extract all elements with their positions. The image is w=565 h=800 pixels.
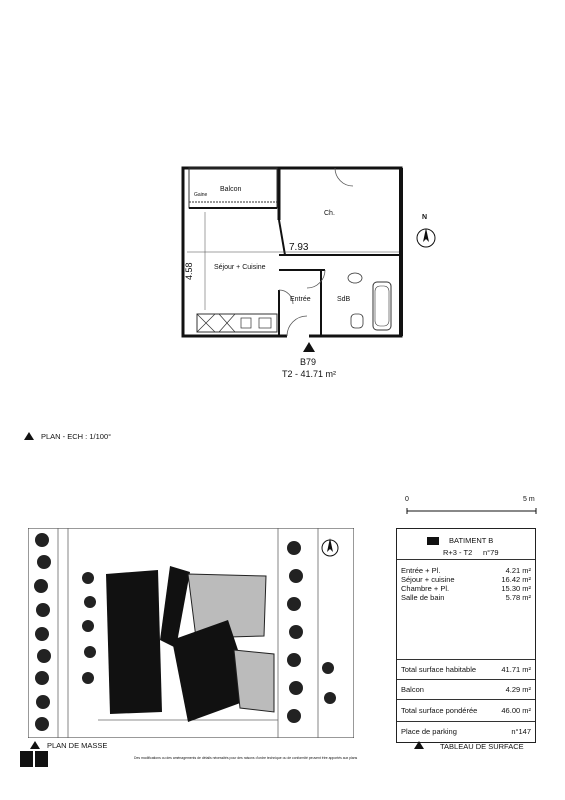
room-name-2: Séjour + cuisine [401,575,455,584]
room-area-1: 4.21 m² [505,566,531,575]
masse-label: PLAN DE MASSE [47,741,108,750]
unit-code: B79 [300,357,317,367]
room-sdb-label: SdB [337,296,351,303]
room-gaine-label: Gaine [194,192,208,198]
site-plan [28,528,354,738]
masse-arrow-icon [30,741,40,749]
unit-number: n°79 [483,548,499,557]
room-area-2: 16.42 m² [501,575,531,584]
room-area-3: 15.30 m² [501,584,531,593]
total-ponderee-label: Total surface pondérée [401,706,478,715]
rooms-block [397,559,535,660]
total-habitable-row [397,659,535,680]
plan-scale-label: PLAN - ECH : 1/100° [41,432,112,441]
room-name-3: Chambre + Pl. [401,584,450,593]
total-ponderee-value: 46.00 m² [501,706,531,715]
room-name-1: Entrée + Pl. [401,566,441,575]
room-area-4: 5.78 m² [505,593,531,602]
balcon-label: Balcon [401,685,424,694]
disclaimer: Des modifications ou des aménagements de détails nécessités pour des raisons d'ordre technique ou de conformité peuvent être apportés aux plans [134,756,358,760]
north-label: N [422,214,428,221]
room-entree-label: Entrée [290,296,311,303]
total-habitable-value: 41.71 m² [501,665,531,674]
room-sejour-label: Séjour + Cuisine [214,264,266,271]
parking-row [397,721,535,742]
scale-bar [406,506,538,516]
parking-label: Place de parking [401,727,457,736]
room-name-4: Salle de bain [401,593,445,602]
building-name: BATIMENT B [449,536,494,545]
table-logo [427,537,439,545]
total-habitable-label: Total surface habitable [401,665,477,674]
balcon-row [397,679,535,700]
dimension-height: 4.58 [184,262,194,280]
scale-five: 5 m [523,496,535,503]
scale-zero: 0 [405,496,409,503]
surface-label: TABLEAU DE SURFACE [440,742,524,751]
room-ch-label: Ch. [324,210,335,217]
total-ponderee-row [397,699,535,722]
surface-table [396,528,536,743]
unit-info: T2 - 41.71 m² [282,369,337,379]
plan-arrow-icon [24,432,34,440]
balcon-value: 4.29 m² [505,685,531,694]
footer-logo [20,751,48,767]
entry-arrow-icon [303,342,315,352]
floor-type: R+3 - T2 [443,548,473,557]
dimension-width: 7.93 [289,242,309,253]
room-balcon-label: Balcon [220,186,242,193]
surface-arrow-icon [414,741,424,749]
parking-value: n°147 [511,727,531,736]
